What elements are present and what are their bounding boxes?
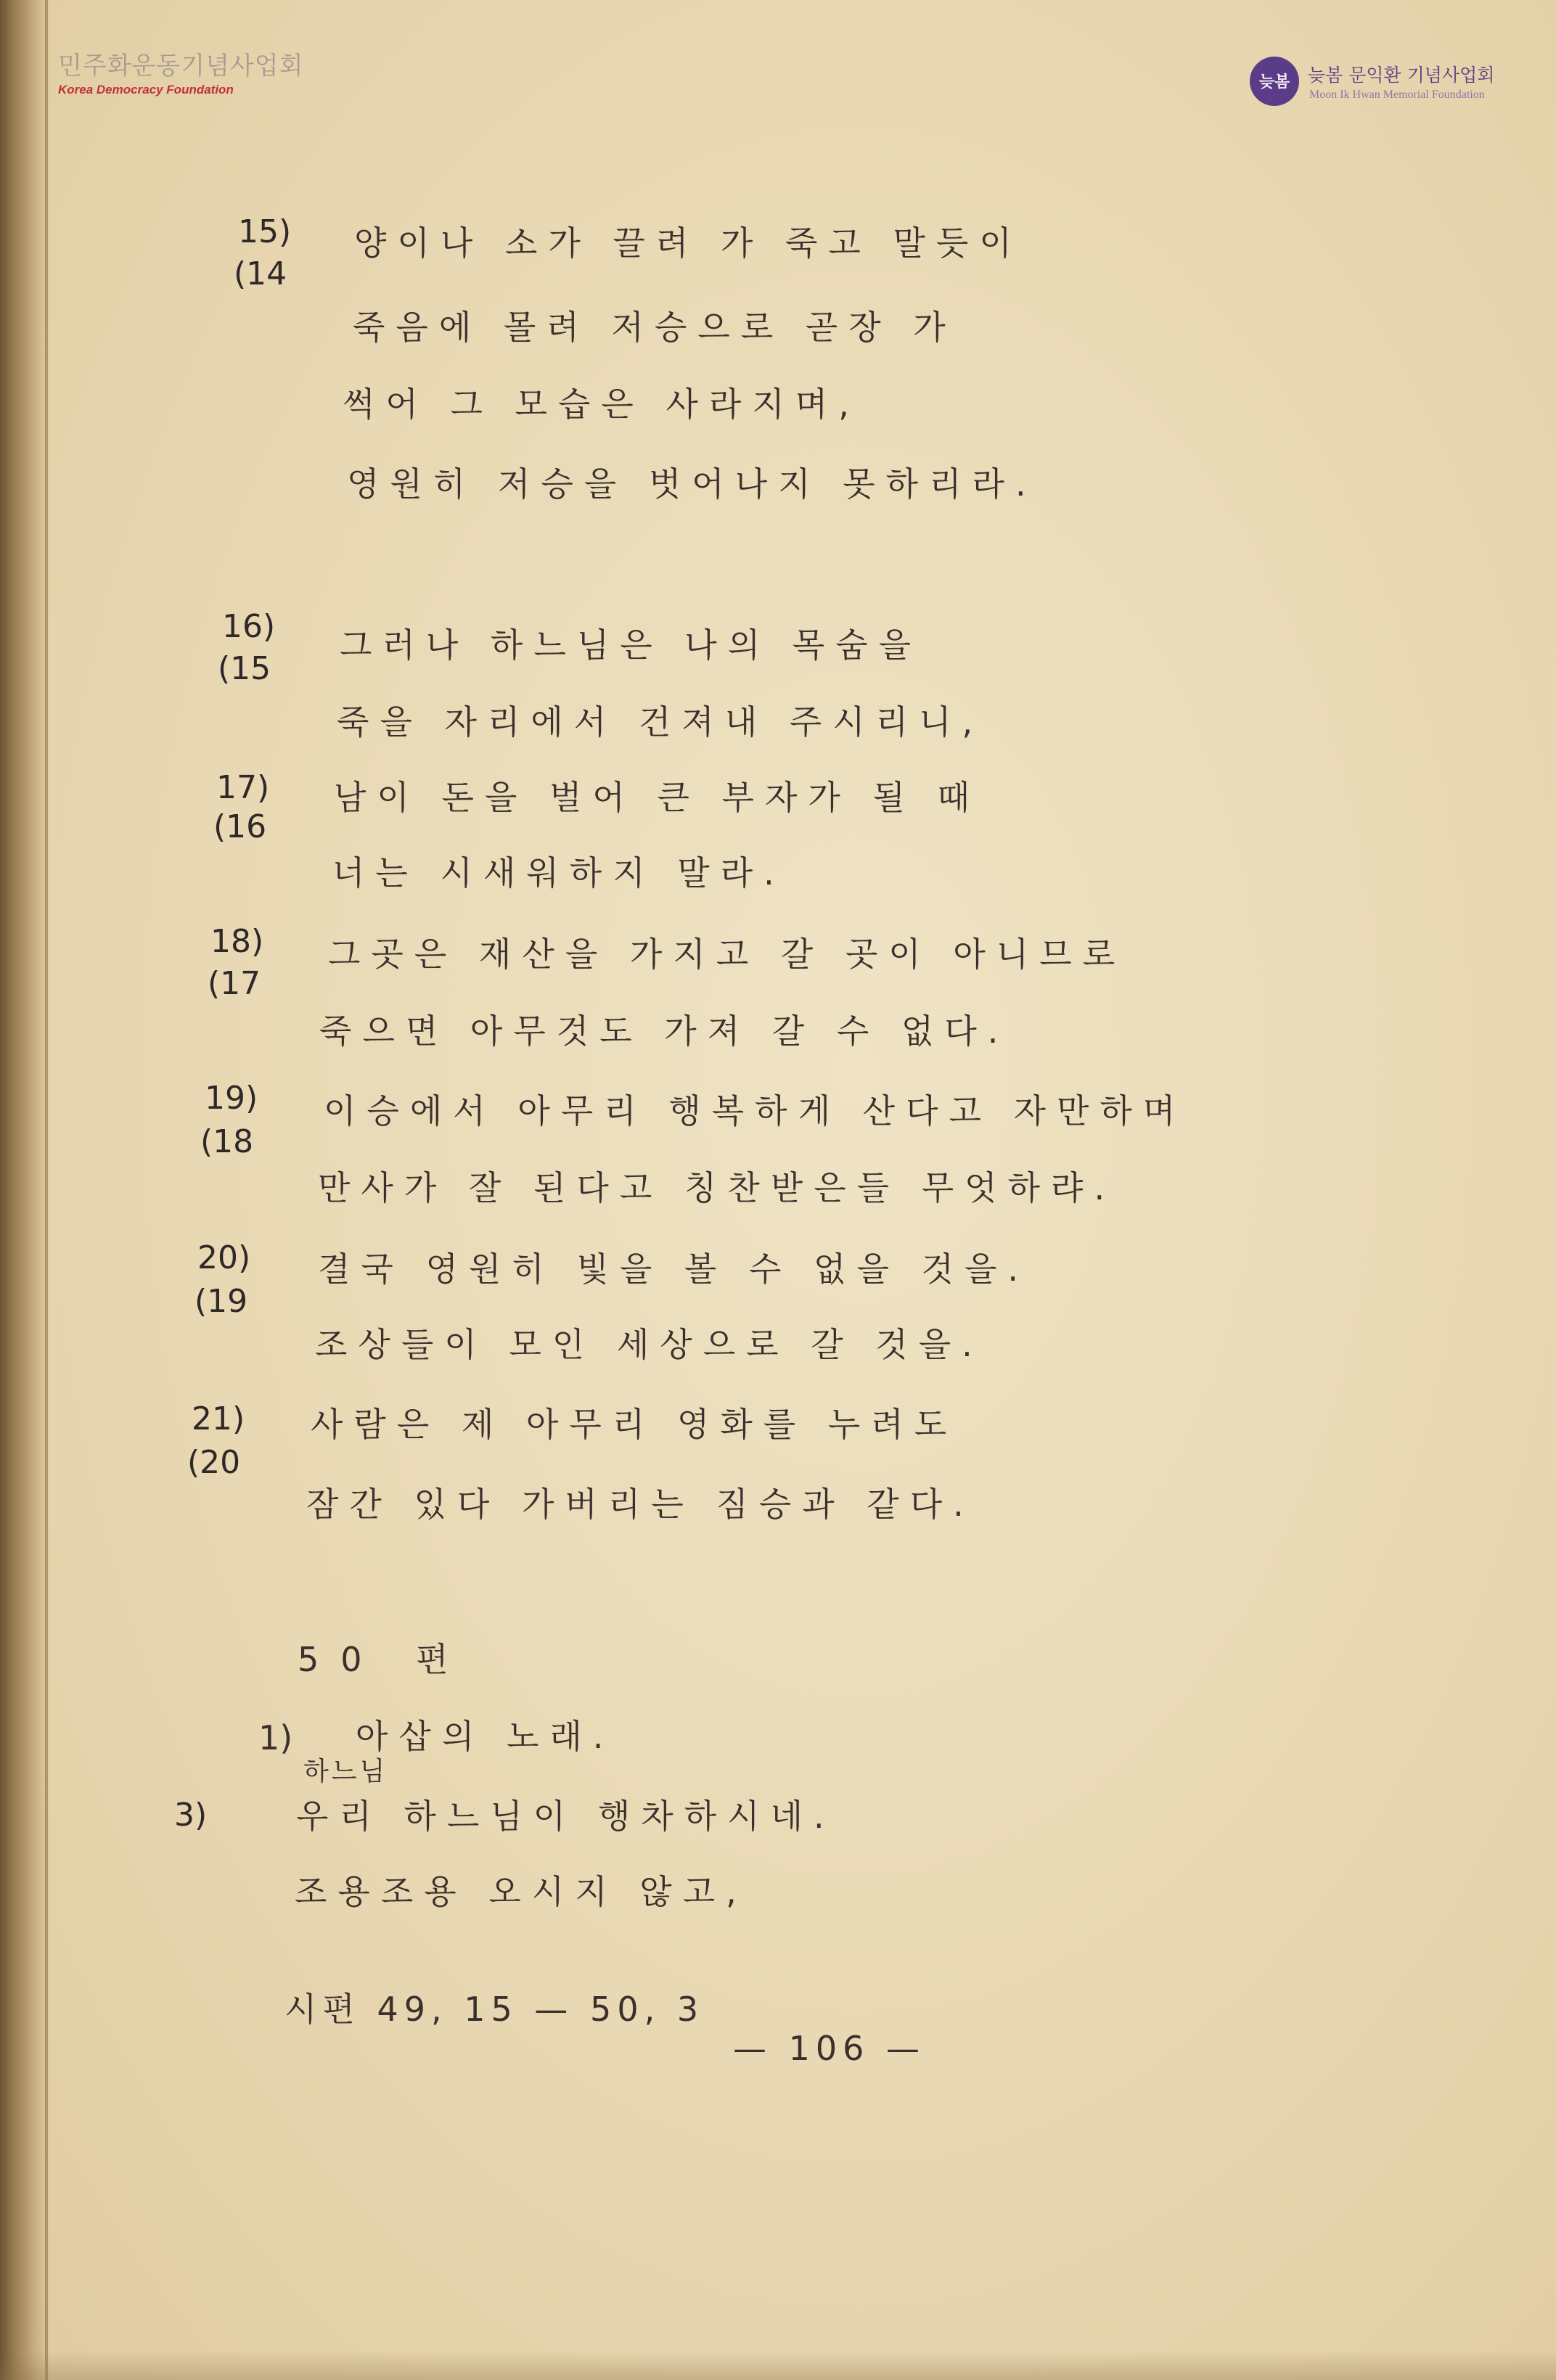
verse-number: 21)	[192, 1400, 245, 1437]
verse-alt-number: (15	[218, 650, 271, 687]
logo-left-korean: 민주화운동기념사업회	[58, 52, 304, 81]
verse-number: 16)	[222, 608, 276, 645]
verse-alt-number: (14	[234, 255, 287, 292]
logo-left-english: Korea Democracy Foundation	[58, 83, 234, 97]
korea-democracy-foundation-logo	[58, 54, 334, 112]
verse-alt-number: (16	[213, 808, 267, 845]
page-number: — 106 —	[733, 2029, 926, 2068]
page-binding-edge	[0, 0, 51, 2380]
verse-line: 아삽의 노래.	[356, 1717, 615, 1756]
verse-line: 그곳은 재산을 가지고 갈 곳이 아니므로	[328, 935, 1126, 974]
verse-alt-number: (20	[187, 1444, 241, 1481]
psalm-heading: 50 편	[298, 1640, 470, 1679]
foundation-emblem-icon	[1250, 57, 1299, 106]
verse-number: 18)	[210, 923, 264, 960]
verse-line: 남이 돈을 벌어 큰 부자가 될 때	[334, 778, 980, 817]
verse-line: 이승에서 아무리 행복하게 산다고 자만하며	[324, 1091, 1187, 1130]
logo-right-korean: 늦봄 문익환 기념사업회	[1308, 65, 1495, 86]
verse-line: 죽으면 아무것도 가져 갈 수 없다.	[319, 1012, 1010, 1051]
verse-line: 조상들이 모인 세상으로 갈 것을.	[315, 1325, 983, 1364]
verse-line: 사람은 제 아무리 영화를 누려도	[311, 1405, 958, 1444]
verse-alt-number: (19	[194, 1283, 248, 1320]
verse-number: 1)	[258, 1718, 293, 1757]
verse-line: 결국 영원히 빛을 볼 수 없을 것을.	[318, 1250, 1030, 1289]
moon-ik-hwan-foundation-logo	[1250, 57, 1540, 112]
verse-number: 20)	[197, 1239, 251, 1276]
verse-line: 양이나 소가 끌려 가 죽고 말듯이	[354, 223, 1023, 263]
emblem-text: 늦봄	[1258, 73, 1290, 91]
verse-line: 죽을 자리에서 건져내 주시리니,	[337, 702, 984, 742]
verse-alt-number: (17	[208, 965, 261, 1002]
scripture-reference: 시편 49, 15 — 50, 3	[284, 1990, 705, 2029]
handwritten-insertion: 하느님	[303, 1757, 388, 1786]
logo-right-english: Moon Ik Hwan Memorial Foundation	[1309, 89, 1485, 101]
verse-number: 19)	[205, 1080, 258, 1117]
verse-line: 영원히 저승을 벗어나지 못하리라.	[347, 464, 1037, 504]
verse-line: 너는 시새워하지 말라.	[332, 853, 785, 892]
verse-line: 죽음에 몰려 저승으로 곧장 가	[353, 308, 957, 347]
verse-line: 조용조용 오시지 않고,	[295, 1872, 748, 1911]
verse-line: 썩어 그 모습은 사라지며,	[343, 385, 860, 424]
verse-line: 만사가 잘 된다고 칭찬받은들 무엇하랴.	[318, 1168, 1116, 1207]
verse-number: 15)	[238, 213, 292, 250]
page-bottom-shadow	[0, 2351, 1556, 2380]
verse-line: 잠간 있다 가버리는 짐승과 같다.	[306, 1485, 975, 1524]
page-binding-line	[45, 0, 48, 2380]
verse-line: 우리 하느님이 행차하시네.	[296, 1797, 835, 1836]
verse-number: 3)	[174, 1797, 208, 1834]
verse-alt-number: (18	[200, 1123, 254, 1160]
verse-line: 그러나 하느님은 나의 목숨을	[340, 625, 922, 665]
verse-number: 17)	[216, 769, 270, 806]
